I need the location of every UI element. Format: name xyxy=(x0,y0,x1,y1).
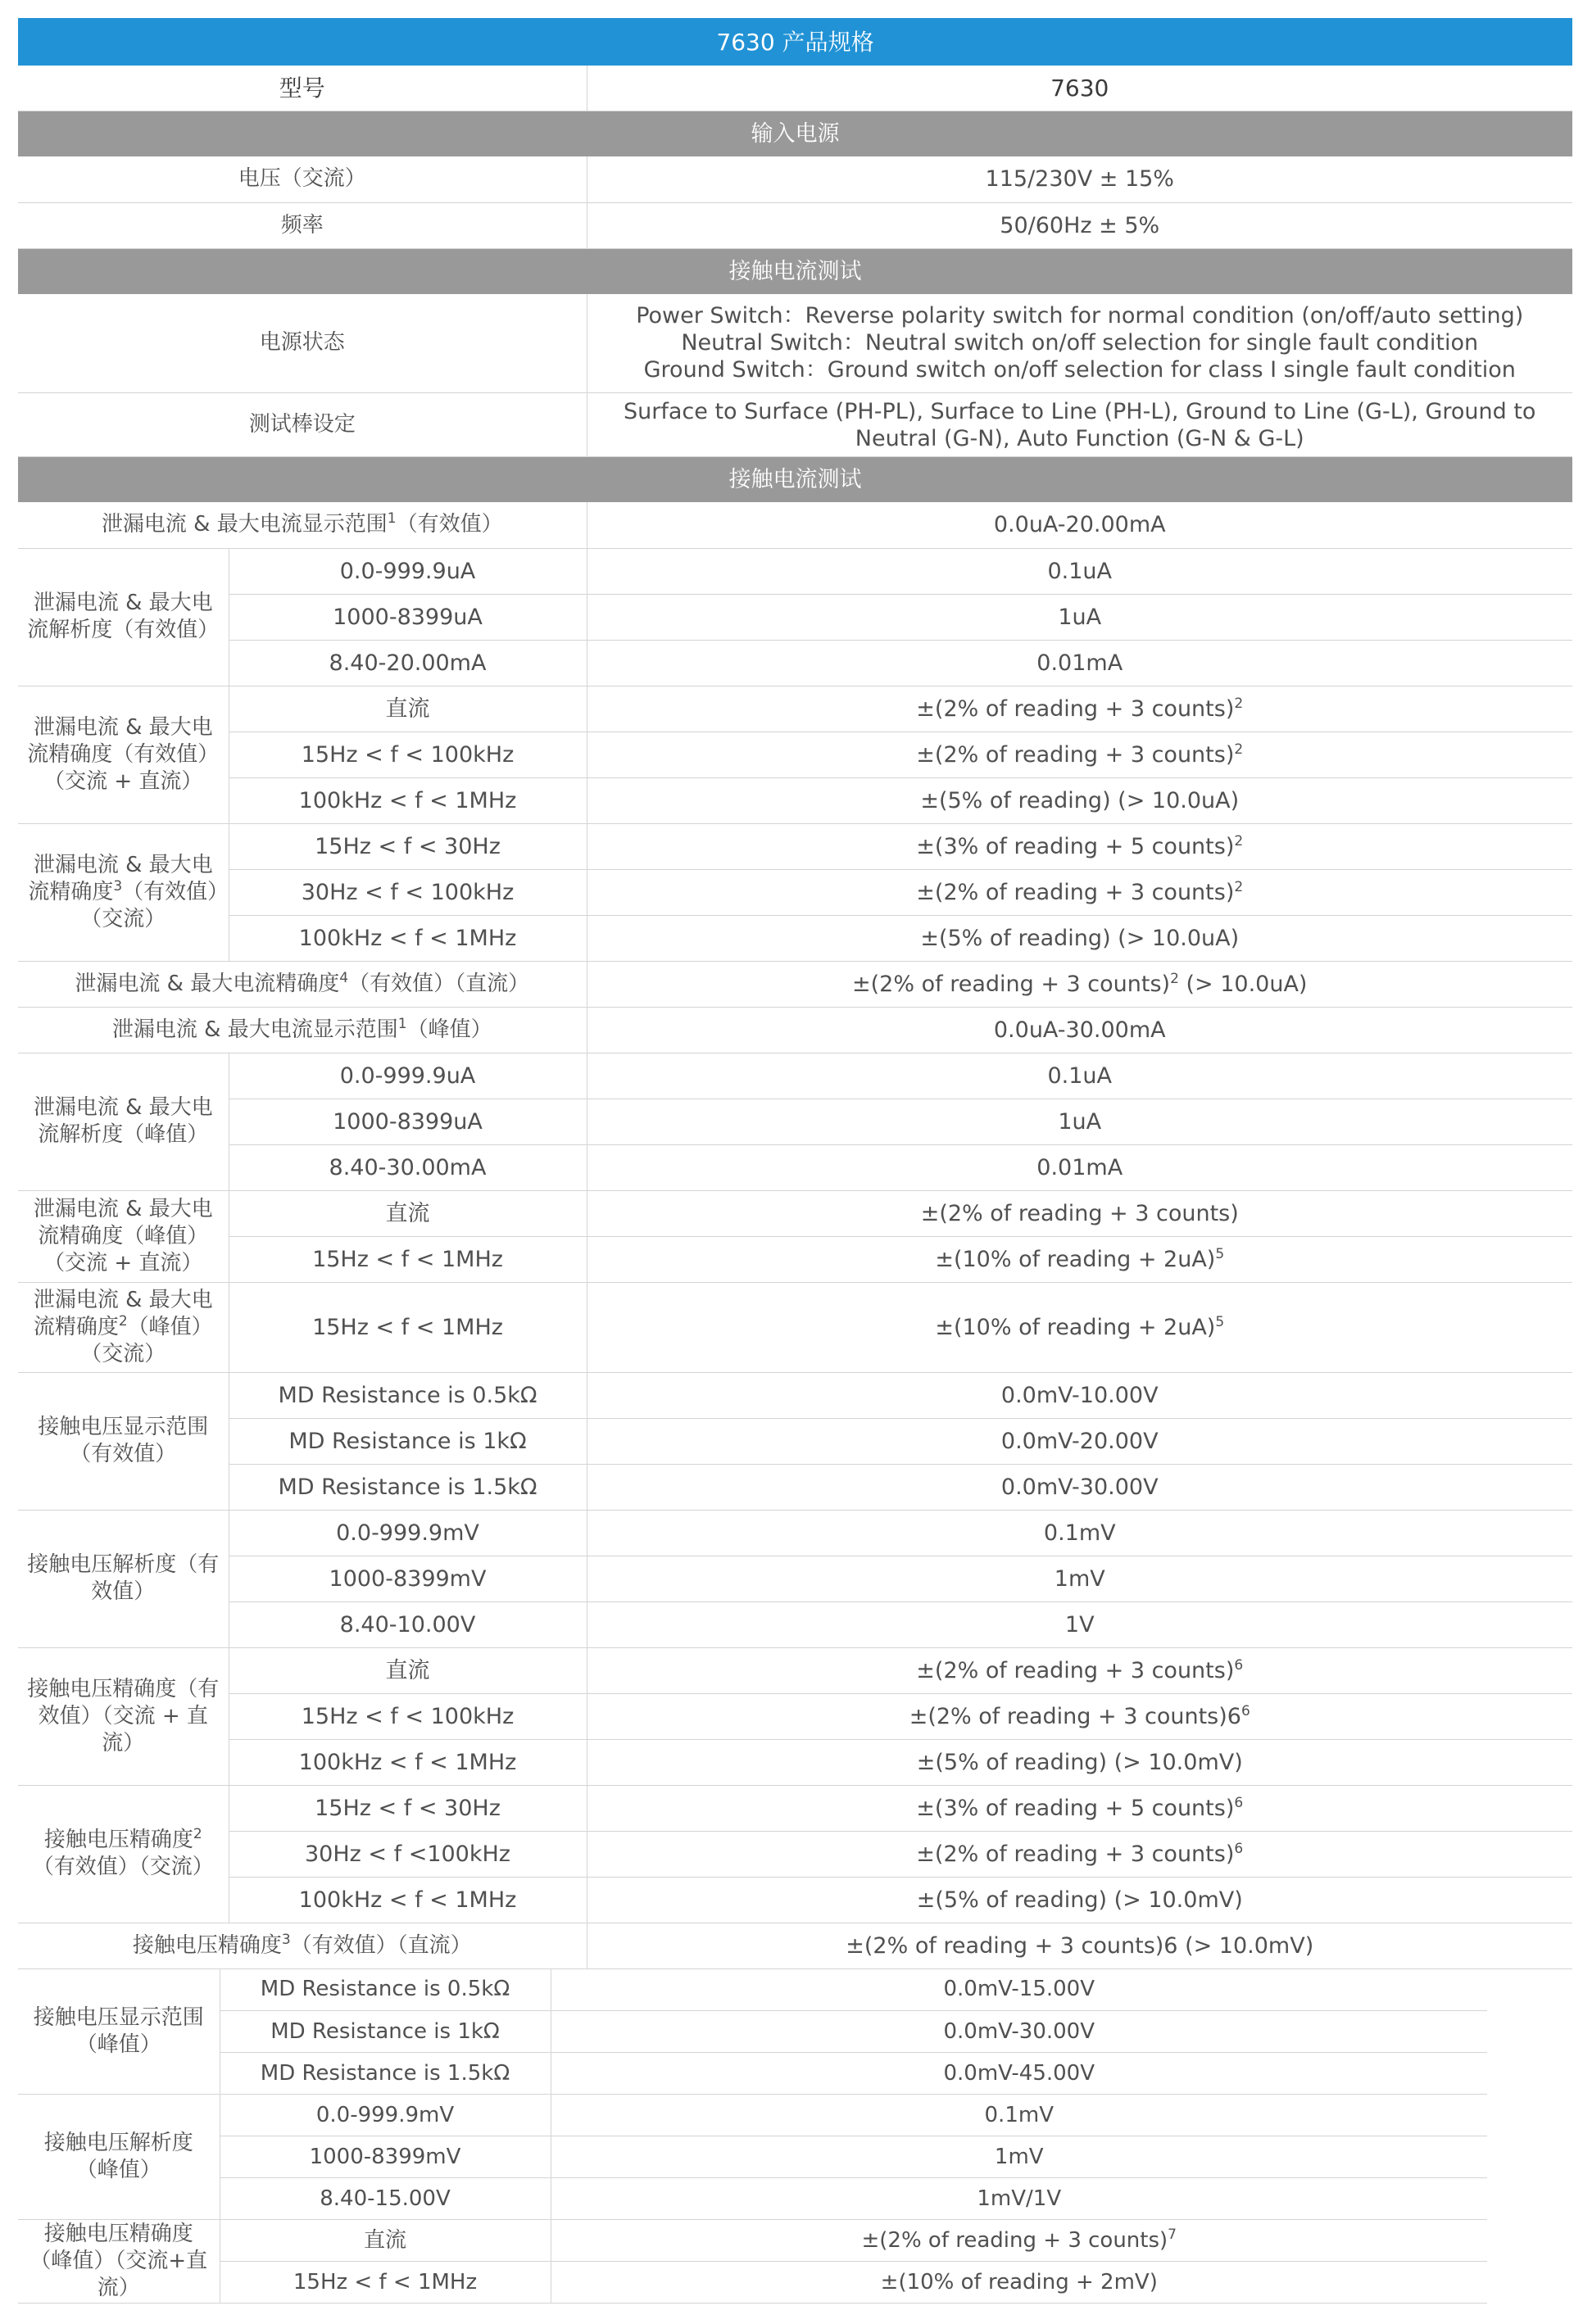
spec-value: ±(3% of reading + 5 counts)$^2$ xyxy=(587,823,1572,869)
range-cell: 直流 xyxy=(229,686,587,732)
range-cell: 30Hz < f < 100kHz xyxy=(229,869,587,915)
range-cell: 8.40-10.00V xyxy=(229,1601,587,1647)
spec-row xyxy=(18,1556,1572,1601)
spec-row xyxy=(18,1785,1572,1831)
power-state-label: 电源状态 xyxy=(18,294,587,393)
spec-label: 泄漏电流 & 最大电流精确度$^4$（有效值）（直流） xyxy=(18,961,587,1007)
spec-row xyxy=(18,732,1572,777)
spec-value: ±(10% of reading + 2uA)$^5$ xyxy=(587,1282,1572,1372)
range-cell: 100kHz < f < 1MHz xyxy=(229,1877,587,1923)
spec-value: 0.0uA-30.00mA xyxy=(587,1007,1572,1053)
range-cell: 0.0-999.9uA xyxy=(229,1053,587,1099)
range-cell: 1000-8399uA xyxy=(229,1099,587,1144)
spec-row xyxy=(18,156,1572,202)
spec-value: 1uA xyxy=(587,1099,1572,1144)
range-cell: 直流 xyxy=(229,1647,587,1693)
spec-value: ±(5% of reading) (> 10.0mV) xyxy=(587,1739,1572,1785)
frequency-label: 频率 xyxy=(18,202,587,248)
spec-row xyxy=(18,686,1572,732)
spec-value: ±(10% of reading + 2mV) xyxy=(551,2262,1487,2304)
spec-row xyxy=(18,1282,1572,1372)
spec-row xyxy=(18,777,1572,823)
group-label: 泄漏电流 & 最大电流精确度（有效值）（交流 + 直流） xyxy=(18,686,229,823)
spec-value: ±(2% of reading + 3 counts)$^2$ (> 10.0uA) xyxy=(587,961,1572,1007)
spec-value: 1mV xyxy=(551,2136,1487,2178)
section-title: 接触电流测试 xyxy=(18,248,1572,294)
spec-row xyxy=(18,1601,1572,1647)
range-cell: 1000-8399mV xyxy=(229,1556,587,1601)
spec-row xyxy=(18,1831,1572,1877)
spec-value: 0.1mV xyxy=(587,1510,1572,1556)
spec-row xyxy=(18,294,1572,393)
range-cell: 0.0-999.9uA xyxy=(229,548,587,594)
spec-label: 泄漏电流 & 最大电流显示范围$^1$（峰值） xyxy=(18,1007,587,1053)
ground-switch-line: Ground Switch：Ground switch on/off selection for class I single fault condition xyxy=(643,357,1516,383)
spec-value: 0.0uA-20.00mA xyxy=(587,502,1572,548)
model-row xyxy=(18,66,1572,111)
spec-value: ±(3% of reading + 5 counts)$^6$ xyxy=(587,1785,1572,1831)
voltage-label: 电压（交流） xyxy=(18,156,587,202)
spec-row xyxy=(18,1144,1572,1190)
range-cell: 30Hz < f <100kHz xyxy=(229,1831,587,1877)
model-value: 7630 xyxy=(587,66,1572,111)
range-cell: 15Hz < f < 1MHz xyxy=(229,1282,587,1372)
section-contact-current xyxy=(18,248,1572,294)
group-label: 泄漏电流 & 最大电流精确度$^2$（峰值）（交流） xyxy=(18,1282,229,1372)
spec-row xyxy=(18,1464,1572,1510)
spec-row xyxy=(18,1236,1572,1282)
range-cell: 15Hz < f < 30Hz xyxy=(229,823,587,869)
spec-row xyxy=(18,2262,1487,2304)
section-title: 输入电源 xyxy=(18,111,1572,157)
spec-row xyxy=(18,1923,1572,1968)
range-cell: MD Resistance is 0.5kΩ xyxy=(220,1969,551,2011)
spec-row xyxy=(18,1510,1572,1556)
range-cell: MD Resistance is 1.5kΩ xyxy=(229,1464,587,1510)
spec-value: ±(5% of reading) (> 10.0uA) xyxy=(587,777,1572,823)
spec-value: ±(2% of reading + 3 counts)$^6$ xyxy=(587,1647,1572,1693)
spec-value: ±(2% of reading + 3 counts)$^2$ xyxy=(587,869,1572,915)
spec-row xyxy=(18,2178,1487,2220)
range-cell: 100kHz < f < 1MHz xyxy=(229,1739,587,1785)
spec-value: ±(2% of reading + 3 counts)$^2$ xyxy=(587,732,1572,777)
group-label: 泄漏电流 & 最大电流解析度（峰值） xyxy=(18,1053,229,1190)
range-cell: 直流 xyxy=(220,2220,551,2262)
spec-value: 1mV xyxy=(587,1556,1572,1601)
spec-value: ±(2% of reading + 3 counts) xyxy=(587,1190,1572,1236)
spec-value: 1V xyxy=(587,1601,1572,1647)
spec-row xyxy=(18,1099,1572,1144)
spec-row xyxy=(18,202,1572,248)
spec-row xyxy=(18,823,1572,869)
spec-table-continued xyxy=(18,1969,1487,2304)
spec-label: 接触电压精确度$^3$（有效值）（直流） xyxy=(18,1923,587,1968)
spec-value: 0.1mV xyxy=(551,2095,1487,2136)
voltage-value: 115/230V ± 15% xyxy=(587,156,1572,202)
spec-value: 0.0mV-30.00V xyxy=(587,1464,1572,1510)
spec-value: 1uA xyxy=(587,594,1572,640)
range-cell: 1000-8399uA xyxy=(229,594,587,640)
range-cell: 15Hz < f < 30Hz xyxy=(229,1785,587,1831)
range-cell: MD Resistance is 1kΩ xyxy=(229,1418,587,1464)
spec-row xyxy=(18,869,1572,915)
spec-value: 0.0mV-30.00V xyxy=(551,2011,1487,2053)
neutral-switch-line: Neutral Switch：Neutral switch on/off selection for single fault condition xyxy=(681,330,1479,356)
spec-row xyxy=(18,1053,1572,1099)
table-title: 7630 产品规格 xyxy=(18,18,1572,66)
spec-value: ±(2% of reading + 3 counts)$^2$ xyxy=(587,686,1572,732)
spec-row xyxy=(18,2095,1487,2136)
probe-setting-label: 测试棒设定 xyxy=(18,393,587,457)
range-cell: MD Resistance is 1kΩ xyxy=(220,2011,551,2053)
section-contact-current xyxy=(18,457,1572,503)
spec-value: 0.0mV-20.00V xyxy=(587,1418,1572,1464)
section-title: 接触电流测试 xyxy=(18,457,1572,503)
spec-row xyxy=(18,1190,1572,1236)
range-cell: 0.0-999.9mV xyxy=(229,1510,587,1556)
spec-row xyxy=(18,915,1572,961)
spec-label: 泄漏电流 & 最大电流显示范围$^1$（有效值） xyxy=(18,502,587,548)
group-label: 接触电压精确度（有效值）（交流 + 直流） xyxy=(18,1647,229,1785)
spec-value: 0.1uA xyxy=(587,1053,1572,1099)
spec-value: ±(5% of reading) (> 10.0uA) xyxy=(587,915,1572,961)
spec-value: 0.1uA xyxy=(587,548,1572,594)
probe-setting-value: Surface to Surface (PH-PL), Surface to Line (PH-L), Ground to Line (G-L), Ground to Neutral (G-N), Auto Function (G-N & G-L) xyxy=(587,393,1572,457)
range-cell: 8.40-30.00mA xyxy=(229,1144,587,1190)
spec-row xyxy=(18,1647,1572,1693)
spec-value: ±(5% of reading) (> 10.0mV) xyxy=(587,1877,1572,1923)
spec-value: ±(2% of reading + 3 $counts)6^6$ xyxy=(587,1693,1572,1739)
range-cell: 15Hz < f < 1MHz xyxy=(220,2262,551,2304)
spec-row xyxy=(18,2053,1487,2095)
group-label: 泄漏电流 & 最大电流解析度（有效值） xyxy=(18,548,229,686)
range-cell: 直流 xyxy=(229,1190,587,1236)
group-label: 接触电压显示范围（有效值） xyxy=(18,1372,229,1510)
range-cell: 100kHz < f < 1MHz xyxy=(229,915,587,961)
section-input-power xyxy=(18,111,1572,157)
model-label: 型号 xyxy=(18,66,587,111)
spec-row xyxy=(18,393,1572,457)
spec-row xyxy=(18,2011,1487,2053)
range-cell: MD Resistance is 0.5kΩ xyxy=(229,1372,587,1418)
range-cell: MD Resistance is 1.5kΩ xyxy=(220,2053,551,2095)
power-state-value xyxy=(587,294,1572,393)
spec-value: 0.0mV-15.00V xyxy=(551,1969,1487,2011)
spec-row xyxy=(18,640,1572,686)
group-label: 接触电压精确度$^2$（有效值）（交流） xyxy=(18,1785,229,1923)
spec-row xyxy=(18,1693,1572,1739)
spec-value: ±(2% of reading + 3 counts)$^7$ xyxy=(551,2220,1487,2262)
range-cell: 15Hz < f < 100kHz xyxy=(229,1693,587,1739)
group-label: 泄漏电流 & 最大电流精确度（峰值）（交流 + 直流） xyxy=(18,1190,229,1282)
range-cell: 15Hz < f < 100kHz xyxy=(229,732,587,777)
spec-row xyxy=(18,548,1572,594)
spec-sheet xyxy=(18,18,1572,2304)
spec-row xyxy=(18,961,1572,1007)
spec-value: 1mV/1V xyxy=(551,2178,1487,2220)
range-cell: 8.40-20.00mA xyxy=(229,640,587,686)
spec-value: 0.01mA xyxy=(587,640,1572,686)
spec-row xyxy=(18,1969,1487,2011)
range-cell: 0.0-999.9mV xyxy=(220,2095,551,2136)
group-label: 接触电压显示范围（峰值） xyxy=(18,1969,220,2095)
group-label: 接触电压解析度（有效值） xyxy=(18,1510,229,1647)
spec-row xyxy=(18,2220,1487,2262)
spec-value: ±(2% of reading + 3 counts)6 (> 10.0mV) xyxy=(587,1923,1572,1968)
frequency-value: 50/60Hz ± 5% xyxy=(587,202,1572,248)
spec-row xyxy=(18,502,1572,548)
title-row xyxy=(18,18,1572,66)
range-cell: 15Hz < f < 1MHz xyxy=(229,1236,587,1282)
spec-value: 0.0mV-45.00V xyxy=(551,2053,1487,2095)
spec-row xyxy=(18,1418,1572,1464)
group-label: 泄漏电流 & 最大电流精确度$^3$（有效值）（交流） xyxy=(18,823,229,961)
spec-row xyxy=(18,2136,1487,2178)
group-label: 接触电压精确度（峰值）（交流+直流） xyxy=(18,2220,220,2304)
spec-row xyxy=(18,1372,1572,1418)
spec-value: 0.01mA xyxy=(587,1144,1572,1190)
spec-row xyxy=(18,1007,1572,1053)
group-label: 接触电压解析度（峰值） xyxy=(18,2095,220,2220)
spec-value: ±(10% of reading + 2uA)$^5$ xyxy=(587,1236,1572,1282)
spec-value: 0.0mV-10.00V xyxy=(587,1372,1572,1418)
power-switch-line: Power Switch：Reverse polarity switch for normal condition (on/off/auto setting) xyxy=(636,303,1524,329)
spec-value: ±(2% of reading + 3 counts)$^6$ xyxy=(587,1831,1572,1877)
range-cell: 1000-8399mV xyxy=(220,2136,551,2178)
range-cell: 8.40-15.00V xyxy=(220,2178,551,2220)
spec-table xyxy=(18,18,1572,1969)
spec-row xyxy=(18,1739,1572,1785)
spec-row xyxy=(18,594,1572,640)
range-cell: 100kHz < f < 1MHz xyxy=(229,777,587,823)
spec-row xyxy=(18,1877,1572,1923)
